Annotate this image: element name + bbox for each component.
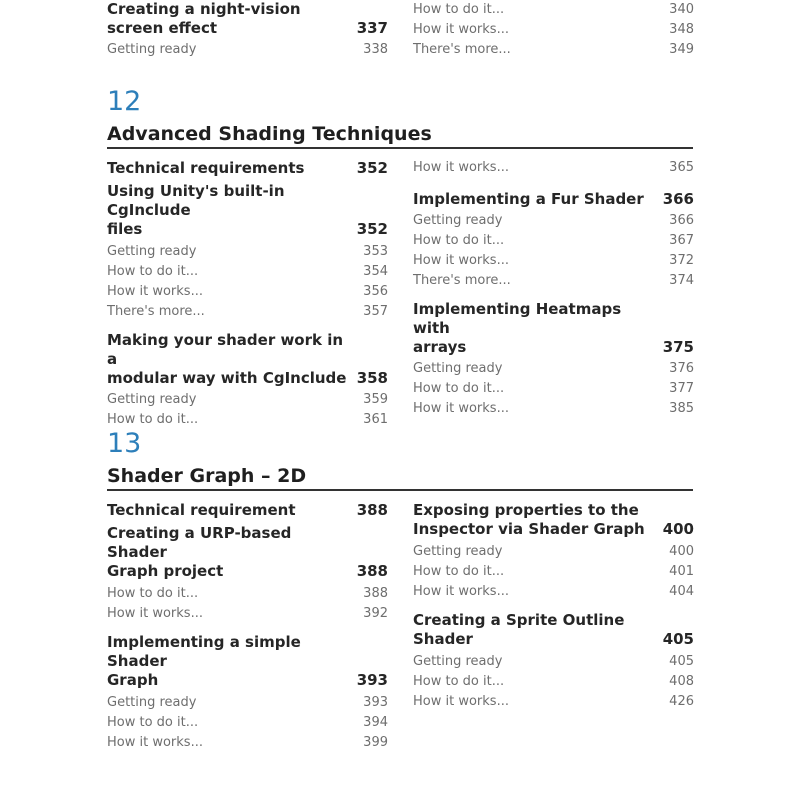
- subentry-label: How to do it...: [413, 233, 505, 248]
- toc-section[interactable]: [107, 331, 388, 388]
- toc-section[interactable]: [107, 159, 388, 178]
- page-number: 400: [669, 544, 694, 559]
- page-number: 358: [356, 369, 388, 387]
- toc-section[interactable]: [413, 611, 694, 649]
- subentry-label: How to do it...: [413, 2, 505, 17]
- section-title: Technical requirements: [107, 159, 305, 177]
- section-title-line: Exposing properties to the: [413, 501, 639, 519]
- subentry-label: How to do it...: [413, 564, 505, 579]
- toc-subentry[interactable]: [413, 672, 694, 692]
- page-number: 375: [662, 338, 694, 356]
- subentry-label: Getting ready: [107, 42, 197, 57]
- page-number: 356: [363, 284, 388, 299]
- page-number: 365: [669, 160, 694, 175]
- section-title-line: Shader: [413, 630, 473, 648]
- section-title-line: Using Unity's built-in CgInclude: [107, 182, 285, 219]
- subentry-label: How to do it...: [413, 381, 505, 396]
- chapter-number: 12: [107, 86, 142, 117]
- page-number: 401: [669, 564, 694, 579]
- toc-section[interactable]: [413, 190, 694, 209]
- toc-subentry[interactable]: [107, 410, 388, 430]
- page-number: 405: [669, 654, 694, 669]
- toc-subentry[interactable]: [413, 692, 694, 712]
- section-title-line: Inspector via Shader Graph: [413, 520, 645, 538]
- page-number: 376: [669, 361, 694, 376]
- page-number: 404: [669, 584, 694, 599]
- section-title-line: Creating a night-vision: [107, 0, 301, 18]
- toc-subentry[interactable]: [107, 262, 388, 282]
- subentry-label: Getting ready: [413, 654, 503, 669]
- toc-subentry[interactable]: [413, 251, 694, 271]
- toc-subentry[interactable]: [107, 713, 388, 733]
- page-number: 354: [363, 264, 388, 279]
- subentry-label: There's more...: [413, 273, 511, 288]
- page-number: 353: [363, 244, 388, 259]
- toc-subentry[interactable]: [413, 582, 694, 602]
- subentry-label: How it works...: [413, 253, 509, 268]
- toc-subentry[interactable]: [107, 584, 388, 604]
- page-number: 405: [662, 630, 694, 648]
- toc-section[interactable]: [107, 182, 388, 239]
- page-number: 359: [363, 392, 388, 407]
- subentry-label: How it works...: [413, 160, 509, 175]
- subentry-label: There's more...: [107, 304, 205, 319]
- page-number: 399: [363, 735, 388, 750]
- page-number: 352: [356, 159, 388, 177]
- toc-section[interactable]: [413, 501, 694, 539]
- toc-subentry[interactable]: [413, 158, 694, 178]
- prev-left-column: [107, 0, 388, 60]
- page-number: 388: [356, 562, 388, 580]
- subentry-label: How it works...: [413, 694, 509, 709]
- subentry-label: How to do it...: [413, 674, 505, 689]
- ch13-left-column: [107, 501, 388, 753]
- section-title: Implementing a Fur Shader: [413, 190, 644, 208]
- ch12-left-column: [107, 159, 388, 430]
- subentry-label: Getting ready: [107, 392, 197, 407]
- toc-subentry[interactable]: [413, 399, 694, 419]
- page-number: 337: [356, 19, 388, 37]
- section-title-line: Graph: [107, 671, 159, 689]
- subentry-label: How it works...: [413, 401, 509, 416]
- page-number: 352: [356, 220, 388, 238]
- page-number: 426: [669, 694, 694, 709]
- toc-subentry[interactable]: [413, 231, 694, 251]
- page-number: 340: [669, 2, 694, 17]
- ch13-right-column: [413, 501, 694, 712]
- page-number: 394: [363, 715, 388, 730]
- page-number: 408: [669, 674, 694, 689]
- page-number: 393: [356, 671, 388, 689]
- toc-subentry[interactable]: [107, 604, 388, 624]
- toc-subentry[interactable]: [107, 40, 388, 60]
- page-number: 348: [669, 22, 694, 37]
- section-title-line: Implementing Heatmaps with: [413, 300, 622, 337]
- toc-subentry[interactable]: [413, 40, 694, 60]
- subentry-label: Getting ready: [107, 244, 197, 259]
- toc-subentry[interactable]: [107, 242, 388, 262]
- subentry-label: How it works...: [107, 606, 203, 621]
- toc-subentry[interactable]: [107, 733, 388, 753]
- section-title-line: screen effect: [107, 19, 218, 37]
- toc-section[interactable]: [413, 300, 694, 357]
- toc-subentry[interactable]: [107, 282, 388, 302]
- subentry-label: How it works...: [107, 284, 203, 299]
- section-title-line: Graph project: [107, 562, 224, 580]
- toc-subentry[interactable]: [413, 542, 694, 562]
- page-number: 392: [363, 606, 388, 621]
- section-title-line: Creating a Sprite Outline: [413, 611, 625, 629]
- toc-subentry[interactable]: [413, 271, 694, 291]
- page-number: 361: [363, 412, 388, 427]
- page-number: 388: [356, 501, 388, 519]
- toc-section[interactable]: [107, 501, 388, 520]
- page-number: 357: [363, 304, 388, 319]
- subentry-label: How to do it...: [107, 264, 199, 279]
- toc-subentry[interactable]: [107, 302, 388, 322]
- toc-subentry[interactable]: [413, 562, 694, 582]
- page-number: 400: [662, 520, 694, 538]
- section-title-line: Implementing a simple Shader: [107, 633, 301, 670]
- toc-subentry[interactable]: [413, 211, 694, 231]
- subentry-label: Getting ready: [413, 361, 503, 376]
- subentry-label: Getting ready: [413, 544, 503, 559]
- chapter-title[interactable]: Shader Graph – 2D: [107, 463, 693, 491]
- subentry-label: Getting ready: [107, 695, 197, 710]
- subentry-label: How it works...: [413, 584, 509, 599]
- section-title-line: Making your shader work in a: [107, 331, 344, 368]
- toc-subentry[interactable]: [413, 359, 694, 379]
- toc-subentry[interactable]: [107, 693, 388, 713]
- toc-section[interactable]: [107, 633, 388, 690]
- subentry-label: How to do it...: [107, 715, 199, 730]
- page-number: 366: [662, 190, 694, 208]
- page-number: 367: [669, 233, 694, 248]
- page-number: 388: [363, 586, 388, 601]
- page-number: 374: [669, 273, 694, 288]
- subentry-label: How it works...: [413, 22, 509, 37]
- page-number: 377: [669, 381, 694, 396]
- page-number: 366: [669, 213, 694, 228]
- page-number: 338: [363, 42, 388, 57]
- chapter-number: 13: [107, 428, 142, 459]
- toc-section[interactable]: [107, 524, 388, 581]
- page-number: 385: [669, 401, 694, 416]
- subentry-label: How to do it...: [107, 412, 199, 427]
- subentry-label: How to do it...: [107, 586, 199, 601]
- subentry-label: There's more...: [413, 42, 511, 57]
- section-title-line: modular way with CgInclude: [107, 369, 347, 387]
- section-title-line: files: [107, 220, 143, 238]
- toc-section-night-vision[interactable]: [107, 0, 388, 38]
- page-number: 393: [363, 695, 388, 710]
- toc-subentry[interactable]: [413, 379, 694, 399]
- page-number: 372: [669, 253, 694, 268]
- toc-subentry[interactable]: [413, 0, 694, 20]
- ch12-right-column: [413, 158, 694, 419]
- toc-subentry[interactable]: [413, 652, 694, 672]
- toc-subentry[interactable]: [107, 390, 388, 410]
- subentry-label: How it works...: [107, 735, 203, 750]
- subentry-label: Getting ready: [413, 213, 503, 228]
- chapter-title[interactable]: Advanced Shading Techniques: [107, 121, 693, 149]
- page-number: 349: [669, 42, 694, 57]
- section-title: Technical requirement: [107, 501, 296, 519]
- section-title-line: arrays: [413, 338, 467, 356]
- section-title-line: Creating a URP-based Shader: [107, 524, 292, 561]
- toc-subentry[interactable]: [413, 20, 694, 40]
- prev-right-column: [413, 0, 694, 60]
